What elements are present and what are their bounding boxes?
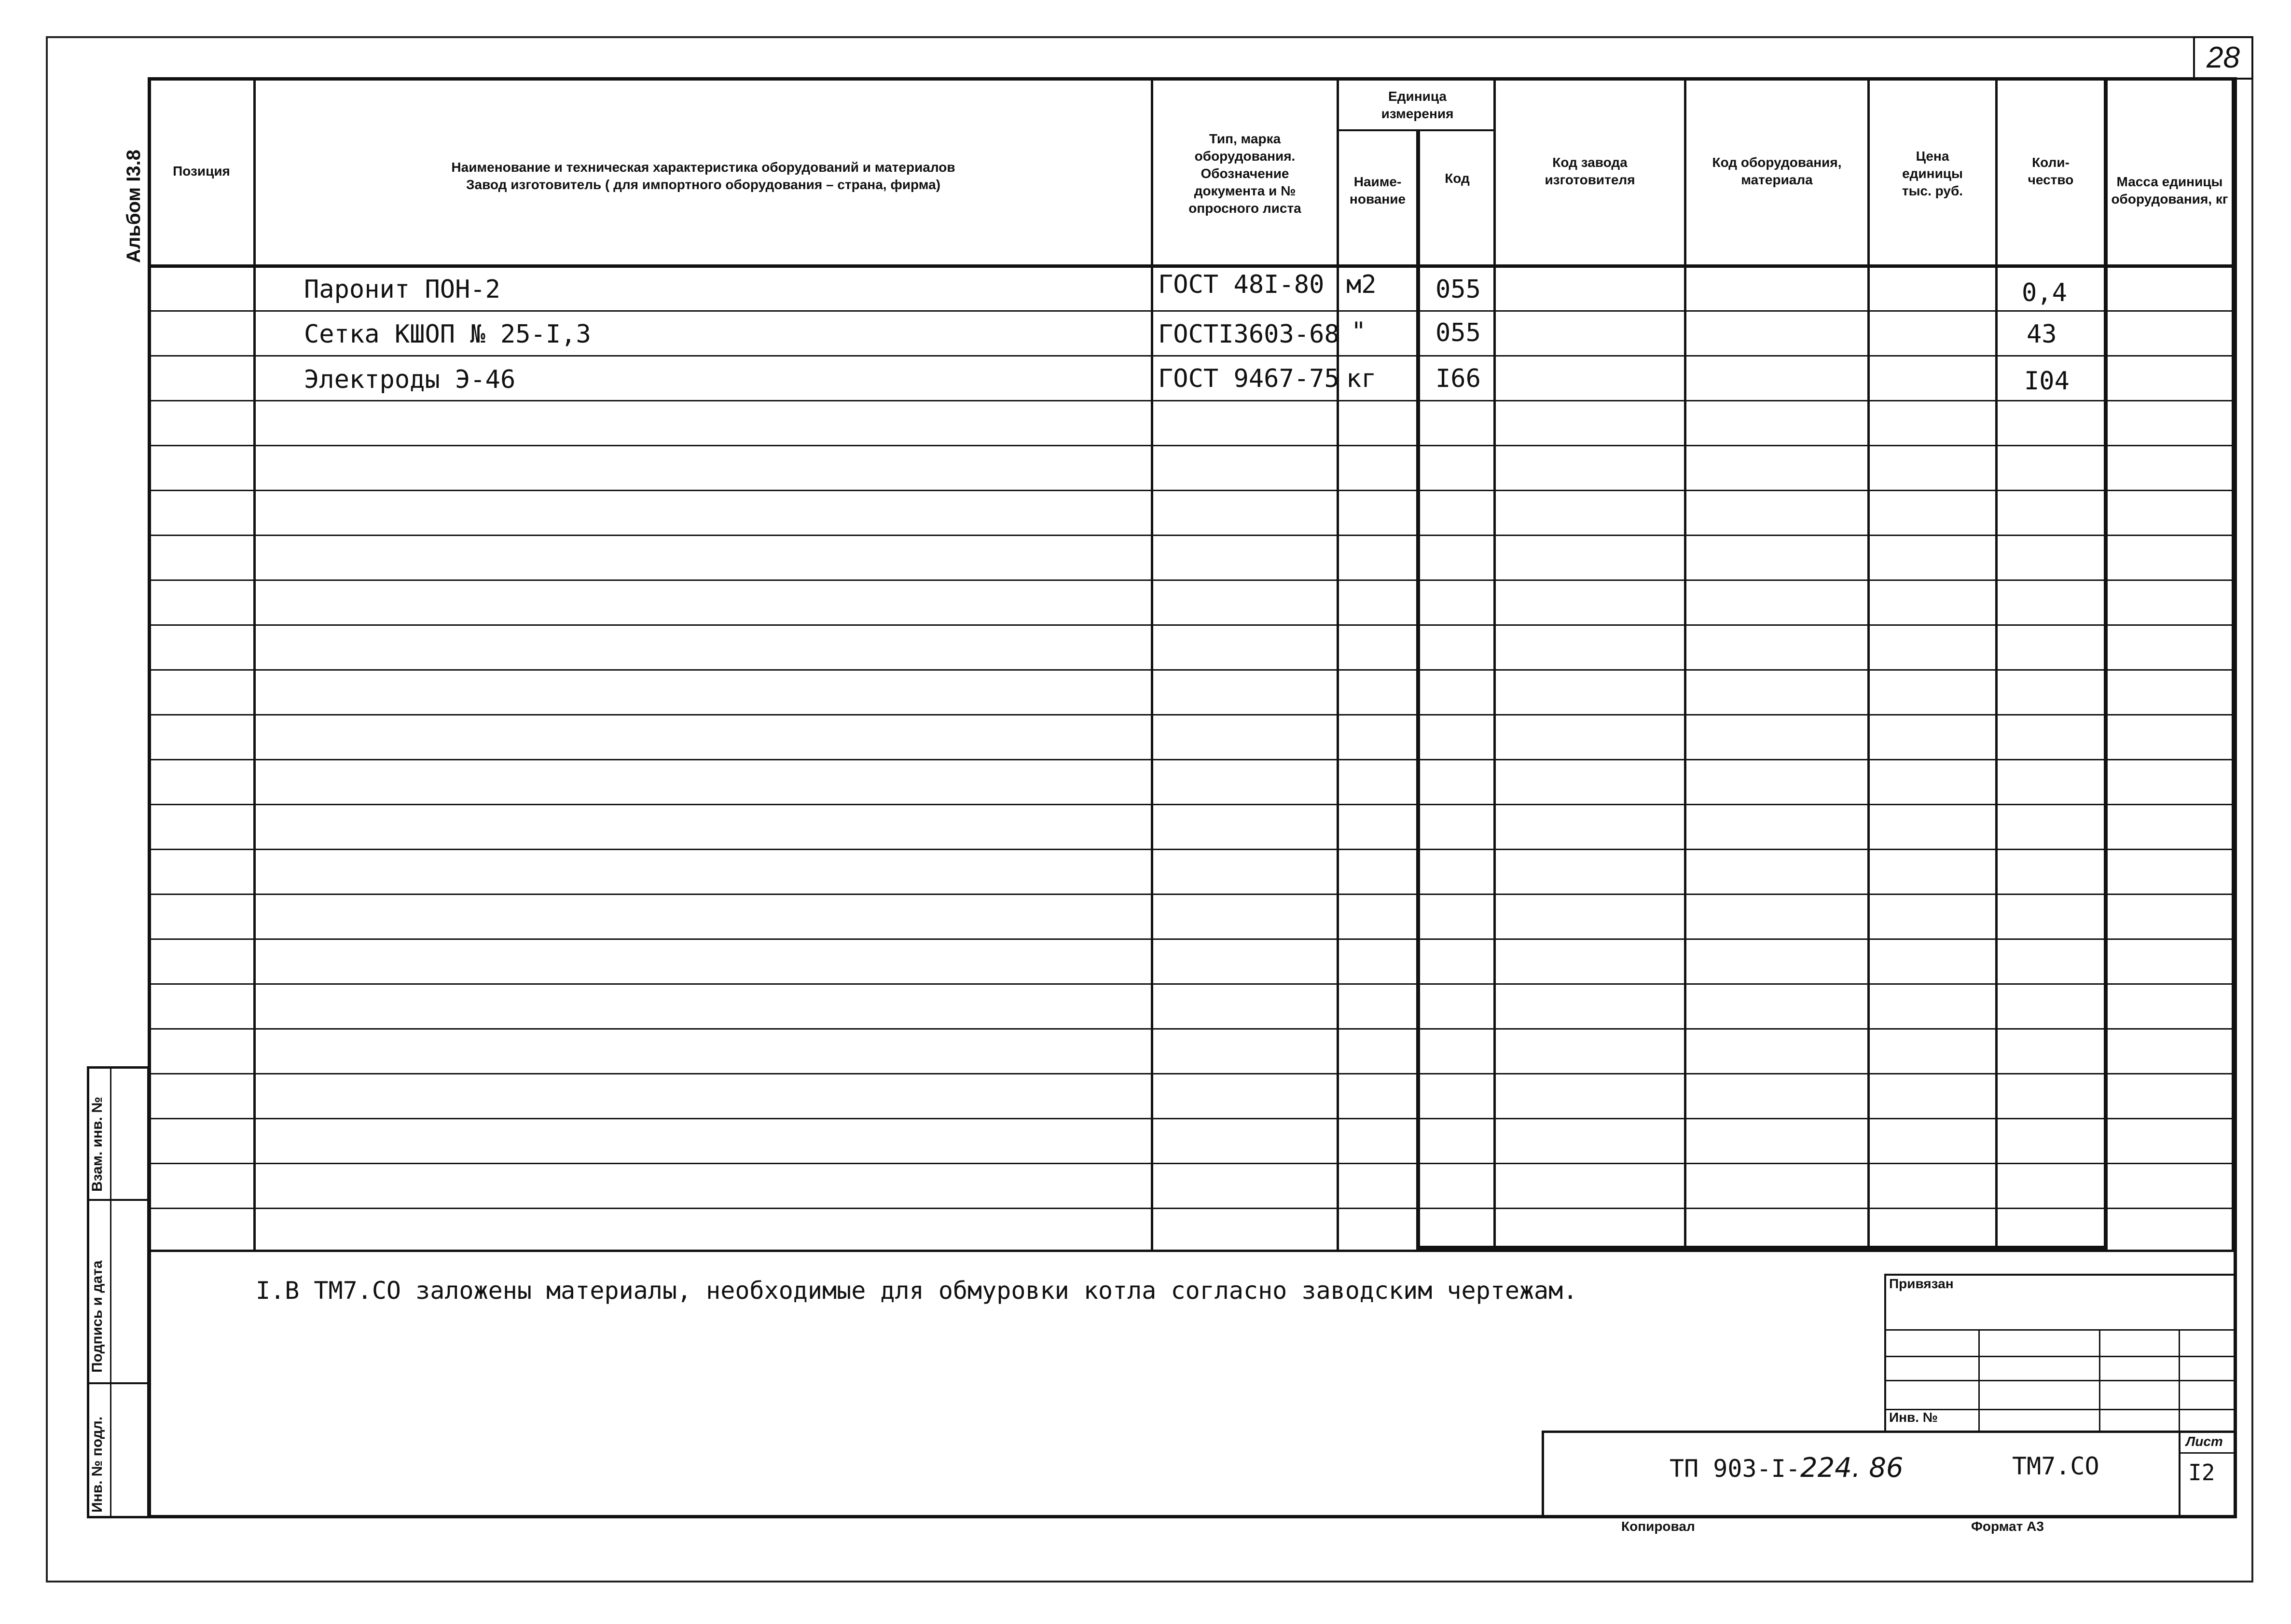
row-line — [148, 804, 2237, 805]
row-1-qty: 0,4 — [2022, 278, 2067, 307]
row-line — [148, 759, 2237, 760]
col-line-4 — [1416, 130, 1420, 1250]
side-divider-1 — [87, 1199, 150, 1201]
header-mass: Масса единицы оборудования, кг — [2111, 174, 2228, 206]
row-1-name: Паронит ПОН-2 — [304, 275, 500, 304]
note-text: I.В ТМ7.СО заложены материалы, необходимые для обмуровки котла согласно заводским чертежам. — [256, 1277, 1578, 1305]
row-1-unit: м2 — [1346, 270, 1377, 299]
stamp-list-divider — [2179, 1431, 2181, 1518]
row-line — [148, 1163, 2237, 1164]
side-divider-2 — [87, 1382, 150, 1384]
header-price: Цена единицы тыс. руб. — [1902, 149, 1963, 198]
stamp-vline-2 — [2099, 1329, 2100, 1433]
row-line — [148, 535, 2237, 536]
header-name-line2: Завод изготовитель ( для импортного оборудования – страна, фирма) — [466, 177, 941, 192]
header-equip-code: Код оборудования, материала — [1712, 155, 1842, 187]
row-line — [148, 1073, 2237, 1074]
side-label-podpis: Подпись и дата — [89, 1260, 105, 1373]
header-unit-name: Наиме-нование — [1349, 174, 1406, 206]
stamp-doc-code — [1670, 1452, 1904, 1484]
header-unit-code: Код — [1445, 171, 1470, 186]
side-label-vzam: Взам. инв. № — [89, 1097, 105, 1192]
header-unit-group: Единица измерения — [1381, 88, 1454, 121]
header-name — [256, 154, 1151, 198]
row-line — [148, 490, 2237, 491]
footer-copied: Копировал — [1621, 1519, 1695, 1534]
stamp-list-label: Лист — [2186, 1434, 2223, 1449]
row-3-unit: кг — [1346, 364, 1377, 393]
header-type: Тип, марка оборудования. Обозначение документа и № опросного листа — [1188, 131, 1301, 216]
row-line — [148, 983, 2237, 985]
row-2-code: 055 — [1435, 318, 1481, 347]
header-position: Позиция — [173, 164, 230, 179]
header-name-line1: Наименование и техническая характеристика оборудований и материалов — [451, 160, 955, 175]
album-label: Альбом I3.8 — [123, 150, 144, 263]
row-line — [148, 1118, 2237, 1119]
stamp-inv-no: Инв. № — [1889, 1410, 1938, 1425]
row-3-doc: ГОСТ 9467-75 — [1158, 364, 1339, 393]
row-line — [148, 894, 2237, 895]
row-line — [148, 669, 2237, 671]
header-qty: Коли-чество — [2028, 155, 2074, 187]
side-label-inv-podl: Инв. № подл. — [89, 1416, 105, 1513]
table-bottom — [148, 1250, 2237, 1252]
stamp-doc-code-hand: 224. 86 — [1800, 1452, 1904, 1484]
row-3-name: Электроды Э-46 — [304, 365, 516, 394]
unit-group-line — [1337, 129, 1496, 131]
row-line — [148, 714, 2237, 716]
sheet-number-top: 28 — [2207, 41, 2240, 74]
stamp-line-3 — [1884, 1380, 2237, 1381]
stamp-mark: ТМ7.СО — [2012, 1452, 2099, 1480]
row-line — [148, 624, 2237, 626]
row-2-doc: ГОСТI3603-68 — [1158, 320, 1339, 349]
row-3-qty: I04 — [2024, 367, 2070, 396]
row-3-code: I66 — [1435, 364, 1481, 393]
stamp-privyazan: Привязан — [1889, 1276, 1954, 1291]
stamp-line-1 — [1884, 1329, 2237, 1331]
row-line — [148, 579, 2237, 581]
stamp-list-line — [2179, 1452, 2237, 1454]
row-line — [148, 1208, 2237, 1209]
table-bottom-bold — [1416, 1246, 2106, 1250]
row-1-doc: ГОСТ 48I-80 — [1158, 270, 1325, 299]
stamp-doc-code-print: ТП 903-I- — [1670, 1455, 1800, 1483]
stamp-vline-3 — [2179, 1329, 2180, 1433]
row-1-code: 055 — [1435, 275, 1481, 304]
stamp-list-no: I2 — [2188, 1459, 2215, 1486]
stamp-line-2 — [1884, 1356, 2237, 1357]
row-line — [148, 849, 2237, 850]
side-divider-v — [110, 1066, 111, 1518]
row-2-qty: 43 — [2027, 320, 2057, 349]
row-2-unit: " — [1351, 317, 1366, 346]
stamp-vline-1 — [1978, 1329, 1980, 1433]
row-line — [148, 445, 2237, 446]
header-factory-code: Код завода изготовителя — [1545, 155, 1635, 187]
row-line — [148, 1028, 2237, 1030]
row-line — [148, 938, 2237, 940]
row-2-name: Сетка КШОП № 25-I,3 — [304, 320, 591, 349]
footer-format: Формат А3 — [1971, 1519, 2044, 1534]
